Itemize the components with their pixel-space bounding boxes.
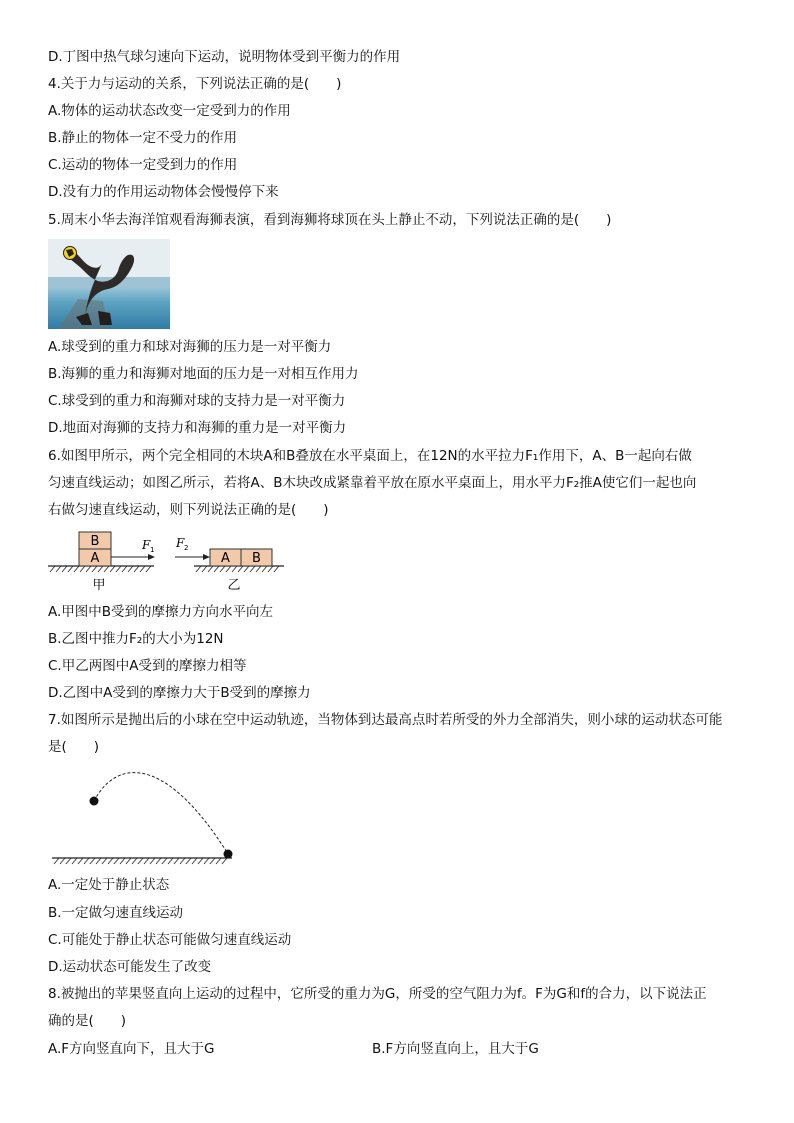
- trajectory-figure: [48, 764, 248, 870]
- q7-option-c: C.可能处于静止状态可能做匀速直线运动: [48, 932, 292, 948]
- force-f2-subscript: 2: [184, 544, 189, 552]
- blocks-figure: [44, 525, 294, 597]
- question-6-line-2: 匀速直线运动；如图乙所示，若将A、B木块改成紧靠着平放在原水平桌面上，用水平力F₂推A使它们一起也向: [48, 475, 697, 491]
- q4-option-c: C.运动的物体一定受到力的作用: [48, 157, 238, 173]
- q6-option-c: C.甲乙两图中A受到的摩擦力相等: [48, 658, 247, 674]
- block-a-label: A: [90, 551, 100, 566]
- q6-option-a: A.甲图中B受到的摩擦力方向水平向左: [48, 604, 274, 620]
- caption-jia: 甲: [92, 578, 106, 593]
- arrow-head-icon: [203, 554, 210, 560]
- force-f1-label: F: [142, 538, 151, 552]
- q7-option-a: A.一定处于静止状态: [48, 877, 170, 893]
- question-5: 5.周末小华去海洋馆观看海狮表演，看到海狮将球顶在头上静止不动，下列说法正确的是( ): [48, 212, 612, 228]
- ground-trajectory: [52, 858, 232, 864]
- sea-lion-illustration: [48, 239, 170, 329]
- q5-option-b: B.海狮的重力和海狮对地面的压力是一对相互作用力: [48, 366, 359, 382]
- q4-option-a: A.物体的运动状态改变一定受到力的作用: [48, 103, 291, 119]
- ball-end: [224, 850, 233, 859]
- force-f1-subscript: 1: [150, 546, 155, 554]
- q8-option-a: A.F方向竖直向下，且大于G: [48, 1041, 215, 1057]
- block-a-yi-label: A: [221, 551, 230, 566]
- force-f2-label: F: [176, 536, 185, 550]
- question-7-line-1: 7.如图所示是抛出后的小球在空中运动轨迹，当物体到达最高点时若所受的外力全部消失，则小球的运动状态可能: [48, 712, 723, 728]
- question-6-line-3: 右做匀速直线运动，则下列说法正确的是( ): [48, 502, 329, 518]
- ball-start: [90, 797, 99, 806]
- ground-jia: [48, 566, 154, 572]
- q4-option-b: B.静止的物体一定不受力的作用: [48, 130, 238, 146]
- question-4: 4.关于力与运动的关系，下列说法正确的是( ): [48, 76, 342, 92]
- q5-option-a: A.球受到的重力和球对海狮的压力是一对平衡力: [48, 339, 332, 355]
- q5-option-d: D.地面对海狮的支持力和海狮的重力是一对平衡力: [48, 420, 347, 436]
- question-6-line-1: 6.如图甲所示，两个完全相同的木块A和B叠放在水平桌面上，在12N的水平拉力F₁作用下，A、B一起向右做: [48, 448, 692, 464]
- question-7-line-2: 是( ): [48, 739, 100, 755]
- q7-option-b: B.一定做匀速直线运动: [48, 905, 184, 921]
- block-b-yi-label: B: [252, 551, 261, 566]
- q7-option-d: D.运动状态可能发生了改变: [48, 959, 212, 975]
- arrow-head-icon: [148, 554, 155, 560]
- q8-option-b: B.F方向竖直向上，且大于G: [372, 1041, 539, 1057]
- ground-yi: [194, 566, 284, 572]
- q5-option-c: C.球受到的重力和海狮对球的支持力是一对平衡力: [48, 393, 346, 409]
- block-b-label: B: [90, 534, 100, 549]
- q6-option-d: D.乙图中A受到的摩擦力大于B受到的摩擦力: [48, 685, 311, 701]
- q6-option-b: B.乙图中推力F₂的大小为12N: [48, 631, 224, 647]
- question-8-line-1: 8.被抛出的苹果竖直向上运动的过程中，它所受的重力为G，所受的空气阻力为f。F为G和f的合力，以下说法正: [48, 986, 707, 1002]
- sea-lion-photo: [48, 239, 170, 329]
- caption-yi: 乙: [227, 578, 241, 593]
- q4-option-d: D.没有力的作用运动物体会慢慢停下来: [48, 184, 279, 200]
- trajectory-path: [94, 773, 228, 854]
- q3-option-d: D.丁图中热气球匀速向下运动，说明物体受到平衡力的作用: [48, 49, 401, 65]
- question-8-line-2: 确的是( ): [48, 1013, 127, 1029]
